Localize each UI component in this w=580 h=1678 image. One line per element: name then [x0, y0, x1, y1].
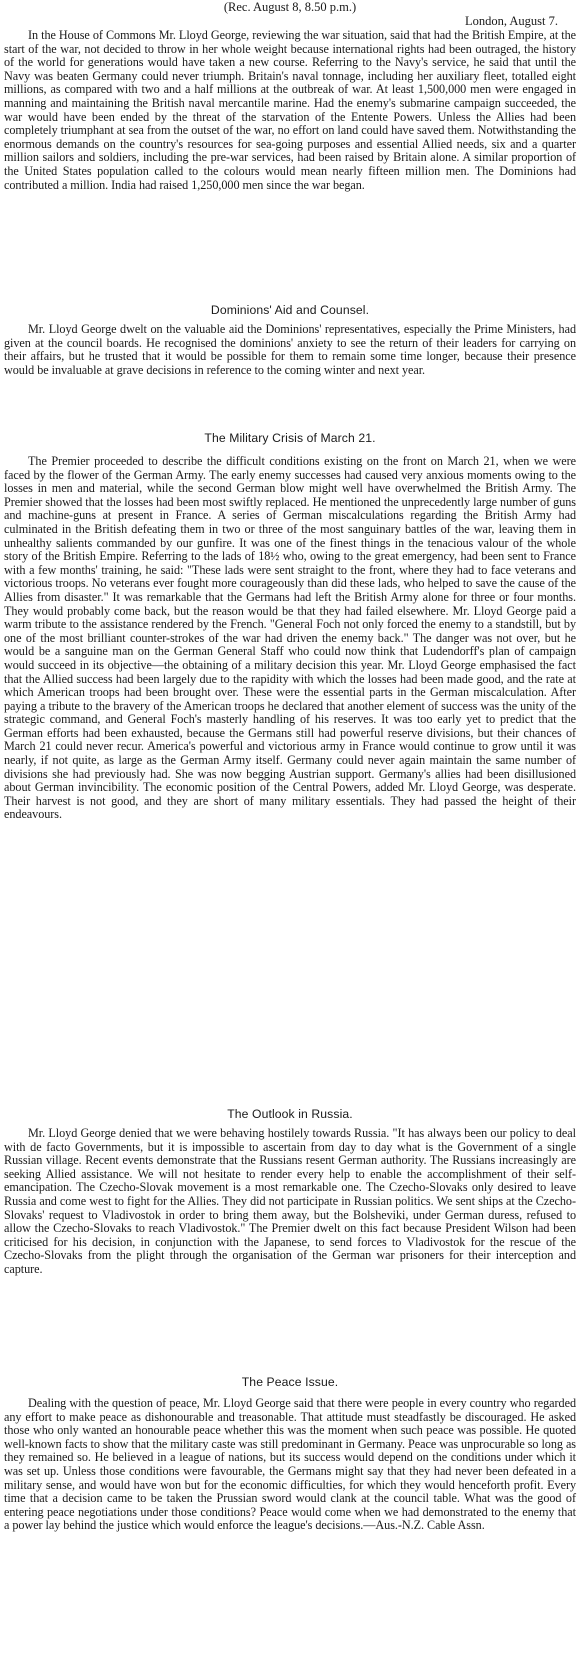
- intro-paragraph: In the House of Commons Mr. Lloyd George, reviewing the war situation, said that had the British Empire, at the start of the war, not decided to throw in her whole weight because international rights had been outraged, the history of the world for generations would have taken a new course. Referring to the Navy's service, he said that until the Navy was beaten Germany could never triumph. Britain's naval tonnage, including her auxiliary fleet, totalled eight millions, as compared with two and a half millions at the outbreak of war. At least 1,500,000 men were engaged in manning and maintaining the British naval mercantile marine. Had the enemy's submarine campaign succeeded, the war would have been ended by the threat of the starvation of the Entente Powers. Unless the Allies had been completely triumphant at sea from the outset of the war, no effort on land could have saved them. Notwithstanding the enormous demands on the country's resources for sea-going purposes and essential Allied needs, six and a quarter million sailors and soldiers, including the pre-war services, had been raised by Britain alone. A similar proportion of the United States population called to the colours would mean nearly fifteen million men. The Dominions had contributed a million. India had raised 1,250,000 men since the war began.: [4, 28, 576, 192]
- place-date: London, August 7.: [464, 14, 558, 28]
- section-heading-military-crisis: The Military Crisis of March 21.: [204, 431, 376, 445]
- section-body-dominions: [4, 323, 576, 377]
- paragraph-dominions: Mr. Lloyd George dwelt on the valuable aid the Dominions' representatives, especially the Prime Ministers, had given at the council boards. He recognised the dominions' anxiety to see the return of their leaders for carrying on their affairs, but he trusted that it would be possible for them to remain some time longer, because their presence would be invaluable at grave decisions in reference to the coming winter and next year.: [4, 322, 576, 377]
- section-heading-russia: The Outlook in Russia.: [227, 1107, 353, 1121]
- paragraph-russia: Mr. Lloyd George denied that we were behaving hostilely towards Russia. "It has always been our policy to deal with de facto Governments, but it is impossible to ascertain from day to day what is the Government of a single Russian village. Recent events demonstrate that the Russians resent German authority. The Russians increasingly are seeking Allied assistance. We will not hesitate to render every help to enable the accomplishment of their self-emancipation. The Czecho-Slovak movement is a most remarkable one. The Czecho-Slovaks only desired to leave Russia and come west to fight for the Allies. They did not participate in Russian politics. We sent ships at the Czecho-Slovaks' request to Vladivostok in order to bring them away, but the Bolsheviki, under German duress, refused to allow the Czecho-Slovaks to reach Vladivostok." The Premier dwelt on this fact because President Wilson had been criticised for his decision, in conjunction with the Japanese, to send forces to Vladivostok for the rescue of the Czecho-Slovaks from the plight through the organisation of the German war prisoners for their interception and capture.: [4, 1126, 576, 1276]
- section-heading-peace: The Peace Issue.: [241, 1375, 339, 1389]
- section-body-military-crisis: [4, 455, 576, 822]
- section-body-russia: [4, 1127, 576, 1277]
- received-dateline: (Rec. August 8, 8.50 p.m.): [223, 0, 357, 14]
- section-body-peace: [4, 1397, 576, 1533]
- intro-paragraph-block: [4, 29, 576, 192]
- paragraph-peace: Dealing with the question of peace, Mr. Lloyd George said that there were people in every country who regarded any effort to make peace as dishonourable and treasonable. That attitude must steadfastly be discouraged. He asked those who only wanted an honourable peace whether this was the moment when such peace was possible. He quoted well-known facts to show that the military caste was still predominant in Germany. Peace was unprocurable so long as they remained so. He believed in a league of nations, but its success would depend on the conditions under which it was set up. Unless those conditions were favourable, the Germans might say that they had never been defeated in a military sense, and would have won but for the economic difficulties, for which they would henceforth profit. Every time that a decision came to be taken the Prussian sword would clank at the council table. What was the good of entering peace negotiations under those conditions? Peace would come when we had demonstrated to the enemy that a power lay behind the justice which would enforce the league's decisions.—Aus.-N.Z. Cable Assn.: [4, 1396, 576, 1533]
- section-heading-dominions: Dominions' Aid and Counsel.: [210, 303, 370, 317]
- paragraph-military-crisis: The Premier proceeded to describe the difficult conditions existing on the front on March 21, when we were faced by the flower of the German Army. The early enemy successes had caused very anxious moments owing to the losses in men and material, while the second German blow might well have overwhelmed the British Army. The Premier showed that the losses had been most swiftly replaced. He mentioned the unprecedently large number of guns and machine-guns at present in France. A series of German miscalculations regarding the British Army had culminated in the British defeating them in two or three of the most sanguinary battles of the war, leaving them in unhealthy salients commanded by our gunfire. It was one of the finest things in the tenacious valour of the whole story of the British Empire. Referring to the lads of 18½ who, owing to the great emergency, had been sent to France with a few months' training, he said: "These lads were sent straight to the front, where they had to face veterans and victorious troops. No veterans ever fought more courageously than did these lads, who helped to save the cause of the Allies from disaster." It was remarkable that the Germans had left the British Army alone for three or four months. They would probably come back, but the reason would be that they had failed elsewhere. Mr. Lloyd George paid a warm tribute to the assistance rendered by the French. "General Foch not only forced the enemy to a standstill, but by one of the most brilliant counter-strokes of the war had driven the enemy back." The danger was not over, but he would be a sanguine man on the German General Staff who could now think that Ludendorff's plan of campaign would succeed in its objective—the obtaining of a military decision this year. Mr. Lloyd George emphasised the fact that the Allied success had been largely due to the rapidity with which the losses had been made good, and the rate at which American troops had been brought over. These were the essential parts in the German miscalculation. After paying a tribute to the bravery of the American troops he declared that another element of success was the unity of the strategic command, and General Foch's masterly handling of his reserves. It was too early yet to predict that the German efforts had been exhausted, because the Germans still had powerful reserve divisions, but their chances of March 21 could never recur. America's powerful and victorious army in France would continue to grow until it was nearly, if not quite, as large as the German Army itself. Germany could never again maintain the same number of divisions she had previously had. She was now begging Austrian support. Germany's allies had been disillusioned about German invincibility. The economic position of the Central Powers, added Mr. Lloyd George, was desperate. Their harvest is not good, and they are short of many military essentials. They had passed the height of their endeavours.: [4, 454, 576, 822]
